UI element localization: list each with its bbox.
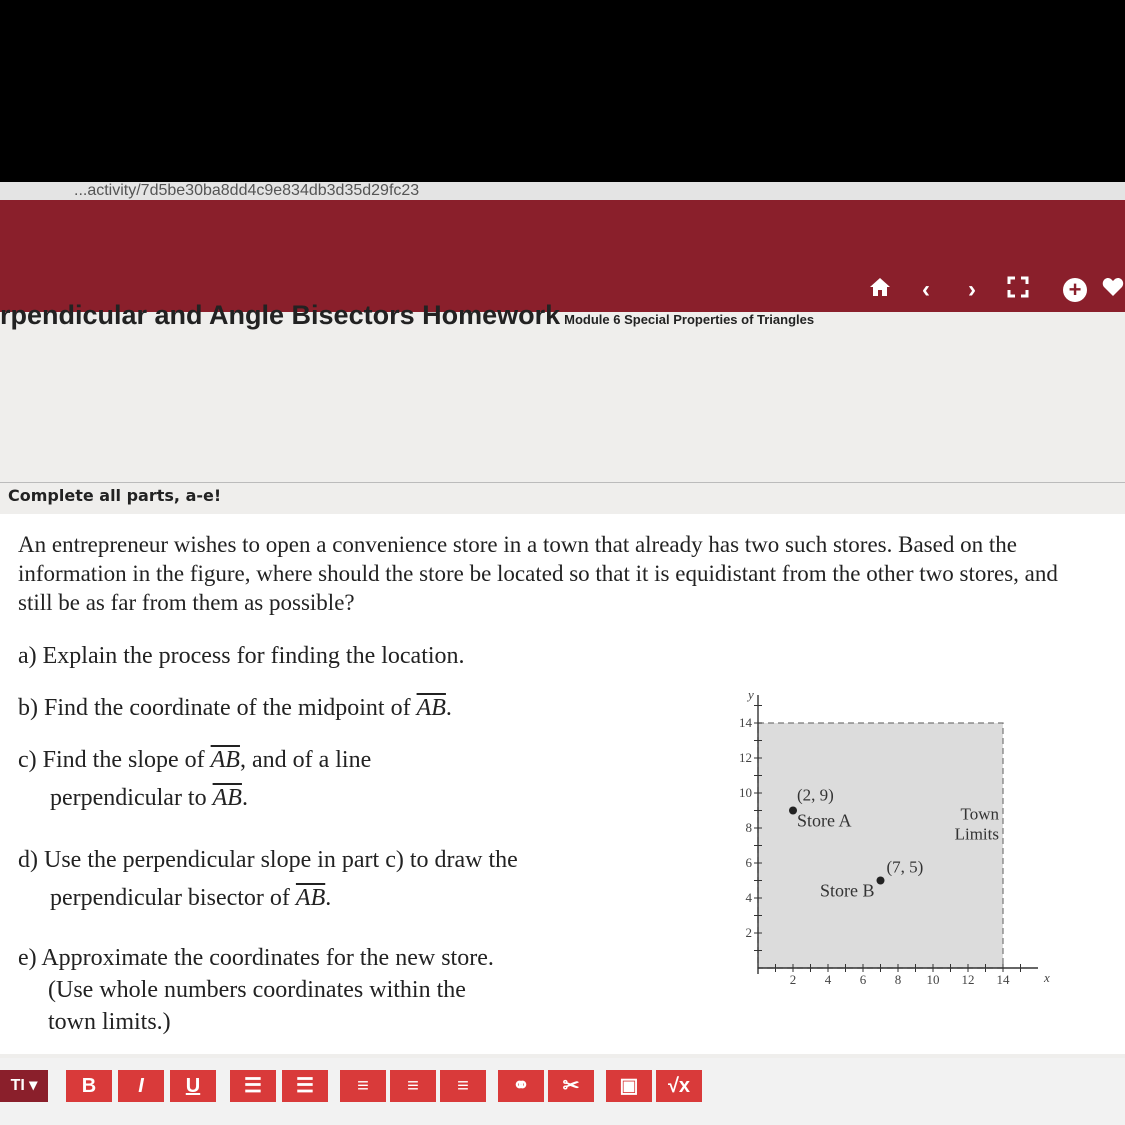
page-title-text: rpendicular and Angle Bisectors Homework (0, 300, 561, 330)
segment-ab: $\overline{AB}$ (416, 695, 446, 721)
divider (0, 482, 1125, 483)
period: . (445, 695, 452, 721)
part-e (18, 940, 494, 976)
image-icon[interactable]: ▣ (606, 1070, 652, 1102)
x-tick-label: 14 (996, 972, 1010, 987)
equation-icon[interactable]: √x (656, 1070, 702, 1102)
segment-ab: $\overline{AB}$ (295, 885, 326, 911)
town-limits-label: Limits (954, 824, 999, 844)
y-tick-label: 10 (739, 785, 752, 800)
part-b-text: b) Find the coordinate of the midpoint of (18, 695, 417, 721)
y-tick-label: 4 (745, 890, 752, 905)
x-tick-label: 10 (926, 972, 940, 987)
part-b (18, 690, 452, 726)
numbered-list-icon[interactable]: ☰ (282, 1070, 328, 1102)
period: . (325, 885, 332, 911)
town-limits-label: Town (960, 804, 999, 824)
question-text: An entrepreneur wishes to open a convenience store in a town that already has two such stores. Based on the information in the figure, where should the store be located so that it is equidistant from the other two stores, and still be as far from them as possible? (18, 532, 1058, 615)
segment-ab: $\overline{AB}$ (212, 785, 242, 811)
point-coordinate-label: (7, 5) (886, 857, 924, 877)
segment-ab: $\overline{AB}$ (210, 747, 240, 773)
point-name-label: Store A (797, 810, 852, 831)
fullscreen-icon[interactable] (995, 276, 1041, 304)
part-e-line3 (48, 1004, 171, 1040)
x-tick-label: 4 (824, 972, 832, 987)
coordinate-graph (728, 682, 1048, 1002)
y-tick-label: 12 (739, 750, 752, 765)
align-center-icon[interactable]: ≡ (390, 1070, 436, 1102)
part-d (18, 842, 518, 878)
align-right-icon[interactable]: ≡ (440, 1070, 486, 1102)
nav-bar (857, 272, 1125, 308)
next-icon[interactable]: › (968, 276, 976, 303)
part-e-text: e) Approximate the coordinates for the new store. (18, 945, 494, 971)
y-tick-label: 2 (745, 925, 752, 940)
format-button-i[interactable]: I (118, 1070, 164, 1102)
part-c (18, 742, 371, 778)
heart-icon[interactable] (1101, 276, 1125, 304)
x-tick-label: 2 (789, 972, 797, 987)
part-d-text: d) Use the perpendicular slope in part c) to draw the (18, 847, 518, 873)
data-point (877, 877, 885, 885)
y-axis-label: y (748, 687, 754, 702)
part-c-text-end: , and of a line (239, 747, 372, 773)
add-icon[interactable]: + (1063, 278, 1087, 302)
app-header (0, 200, 1125, 312)
text-style-dropdown[interactable]: TI ▾ (0, 1070, 48, 1102)
part-c-line2 (50, 780, 248, 816)
bulleted-list-icon[interactable]: ☰ (230, 1070, 276, 1102)
part-e-line3-text: town limits.) (48, 1009, 171, 1035)
part-c-text: c) Find the slope of (18, 747, 211, 773)
data-point (789, 807, 797, 815)
point-coordinate-label: (2, 9) (797, 785, 834, 805)
period: . (241, 785, 248, 811)
part-a-text: a) Explain the process for finding the location. (18, 643, 465, 669)
part-a (18, 638, 465, 674)
x-axis-label: x (1044, 970, 1050, 985)
address-bar[interactable]: ...activity/7d5be30ba8dd4c9e834db3d35d29fc23 (0, 182, 1125, 200)
screen (0, 182, 1125, 1125)
previous-icon[interactable]: ‹ (922, 276, 930, 303)
y-tick-label: 8 (745, 820, 752, 835)
format-button-b[interactable]: B (66, 1070, 112, 1102)
page-title (0, 300, 814, 331)
part-c-line2-text: perpendicular to (50, 785, 213, 811)
instructions: Complete all parts, a-e! (8, 486, 222, 505)
align-left-icon[interactable]: ≡ (340, 1070, 386, 1102)
format-button-u[interactable]: U (170, 1070, 216, 1102)
y-tick-label: 6 (745, 855, 752, 870)
x-tick-label: 6 (859, 972, 867, 987)
part-d-line2-text: perpendicular bisector of (50, 885, 296, 911)
part-d-line2 (50, 880, 331, 916)
x-tick-label: 12 (961, 972, 975, 987)
home-icon[interactable] (857, 276, 903, 305)
y-tick-label: 14 (739, 715, 752, 730)
unlink-icon[interactable]: ✂ (548, 1070, 594, 1102)
x-tick-label: 8 (894, 972, 902, 987)
page-subtitle: Module 6 Special Properties of Triangles (564, 312, 815, 327)
link-icon[interactable]: ⚭ (498, 1070, 544, 1102)
town-limits-region (758, 723, 1003, 968)
point-name-label: Store B (819, 880, 875, 901)
part-e-line2-text: (Use whole numbers coordinates within the (48, 977, 466, 1003)
part-e-line2 (48, 972, 466, 1008)
